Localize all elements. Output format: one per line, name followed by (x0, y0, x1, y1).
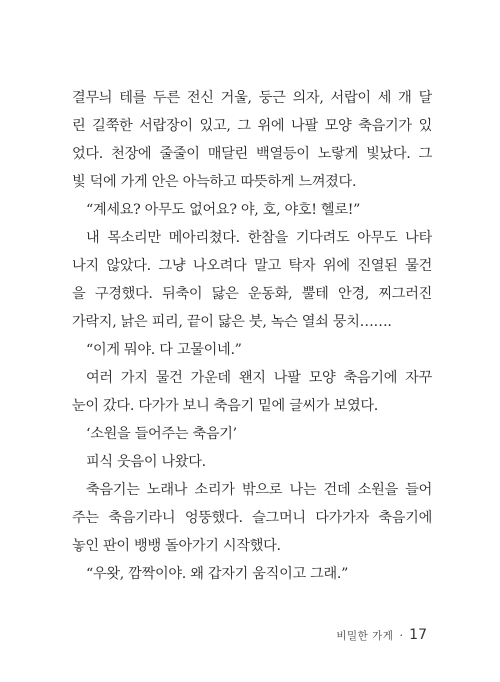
text-line: 축음기는 노래나 소리가 밖으로 나는 건데 소원을 들어 (86, 482, 432, 498)
text-line: 나지 않았다. 그냥 나오려다 말고 탁자 위에 진열된 물건 (72, 258, 432, 274)
dialogue-line: “우왓, 깜짝이야. 왜 갑자기 움직이고 그래.” (86, 566, 349, 582)
text-line: 여러 가지 물건 가운데 왠지 나팔 모양 축음기에 자꾸 (86, 370, 432, 386)
text-line: 었다. 천장에 줄줄이 매달린 백열등이 노랗게 빛났다. 그 (72, 146, 432, 162)
text-line: 놓인 판이 뱅뱅 돌아가기 시작했다. (72, 538, 281, 554)
text-line: 린 길쭉한 서랍장이 있고, 그 위에 나팔 모양 축음기가 있 (72, 118, 432, 134)
running-title: 비밀한 가게 (336, 630, 394, 642)
text-line: 가락지, 낡은 피리, 끝이 닳은 붓, 녹슨 열쇠 뭉치……. (72, 314, 392, 330)
inscription-line: ‘소원을 들어주는 축음기’ (86, 426, 237, 442)
text-line: 주는 축음기라니 엉뚱했다. 슬그머니 다가가자 축음기에 (72, 510, 432, 526)
footer-separator: · (399, 629, 404, 642)
dialogue-line: “이게 뭐야. 다 고물이네.” (86, 342, 242, 358)
text-line: 눈이 갔다. 다가가 보니 축음기 밑에 글씨가 보였다. (72, 398, 378, 414)
dialogue-line: “계세요? 아무도 없어요? 야, 호, 야호! 헬로!” (86, 202, 361, 218)
text-line: 빛 덕에 가게 안은 아늑하고 따뜻하게 느껴졌다. (72, 174, 357, 190)
body-text (72, 84, 432, 588)
text-line: 결무늬 테를 두른 전신 거울, 둥근 의자, 서랍이 세 개 달 (72, 90, 432, 106)
text-line: 을 구경했다. 뒤축이 닳은 운동화, 뿔테 안경, 찌그러진 (72, 286, 432, 302)
text-line: 피식 웃음이 나왔다. (86, 454, 206, 470)
page-number: 17 (409, 627, 427, 643)
page-footer (336, 627, 427, 643)
text-line: 내 목소리만 메아리쳤다. 한참을 기다려도 아무도 나타 (86, 230, 432, 246)
